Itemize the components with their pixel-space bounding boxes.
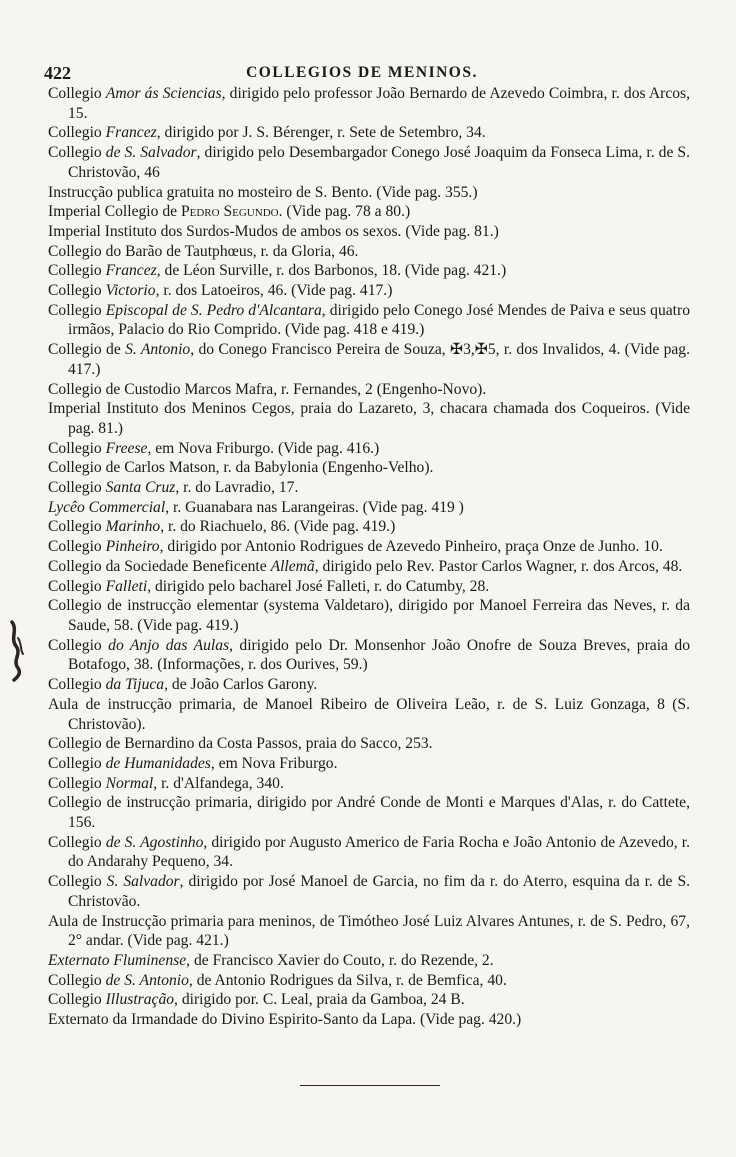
entry-italic-text: Allemã — [270, 557, 315, 575]
entry-text: Collegio do Barão de Tautphœus, r. da Gloria, 46. — [48, 242, 359, 260]
entry-text: Collegio de instrucção elementar (systema Valdetaro), dirigido por Manoel Ferreira das Neves, r. da Saude, 58. (Vide pag. 419.) — [48, 597, 690, 634]
entry-italic-text: Falleti — [105, 577, 148, 595]
entry-text: Collegio — [48, 144, 106, 162]
entry-italic-text: Francez — [105, 124, 157, 142]
page-number: 422 — [44, 63, 71, 83]
entry-text: Instrucção publica gratuita no mosteiro de S. Bento. (Vide pag. 355.) — [48, 183, 478, 201]
entry-text: , dirigido por J. S. Bérenger, r. Sete de Setembro, 34. — [156, 124, 486, 142]
school-entry — [48, 183, 690, 203]
entry-text: Collegio — [48, 301, 106, 319]
school-entry — [48, 577, 690, 597]
entry-text: , r. Guanabara nas Larangeiras. (Vide pag. 419 ) — [165, 498, 464, 516]
entry-text: Collegio — [48, 518, 106, 536]
entry-italic-text: Illustração — [105, 991, 175, 1009]
entry-text: Collegio de Carlos Matson, r. da Babylonia (Engenho-Velho). — [48, 459, 434, 477]
entry-italic-text: de S. Salvador — [105, 144, 197, 162]
school-entry — [48, 636, 690, 675]
entry-italic-text: S. Salvador — [106, 873, 180, 891]
entry-italic-text: de S. Antonio — [105, 971, 189, 989]
entry-text: Imperial Instituto dos Meninos Cegos, praia do Lazareto, 3, chacara chamada dos Coqueiros. (Vide pag. 81.) — [48, 400, 690, 437]
entry-text: , dirigido pelo Dr. Monsenhor João Onofre de Souza Breves, praia do Botafogo, 38. (Informações, r. dos Ourives, 59.) — [68, 636, 690, 674]
school-entry — [48, 734, 690, 754]
entry-text: Imperial Collegio de — [48, 203, 181, 221]
entry-text: , de João Carlos Garony. — [164, 676, 318, 694]
entry-text: Collegio — [48, 479, 106, 497]
entry-text: , dirigido pelo professor João Bernardo de Azevedo Coimbra, r. dos Arcos, 15. — [68, 85, 691, 122]
school-entry — [48, 517, 690, 537]
school-entry — [48, 340, 690, 379]
entry-italic-text: do Anjo das Aulas — [108, 636, 230, 654]
school-entry — [48, 990, 690, 1010]
entry-italic-text: Amor ás Sciencias — [105, 85, 222, 102]
school-entry — [48, 833, 690, 872]
entry-text: . (Vide pag. 78 a 80.) — [278, 203, 411, 221]
entry-italic-text: Victorio — [105, 282, 156, 300]
school-entry — [48, 84, 690, 123]
closing-rule — [300, 1085, 440, 1086]
entry-text: Collegio — [48, 282, 106, 300]
entry-text: Externato da Irmandade do Divino Espirito-Santo da Lapa. (Vide pag. 420.) — [48, 1011, 522, 1029]
entry-italic-text: Marinho — [105, 518, 161, 536]
entry-italic-text: de S. Agostinho — [105, 833, 204, 851]
school-entry — [48, 793, 690, 832]
entry-italic-text: Episcopal de S. Pedro d'Alcantara — [105, 301, 322, 319]
entry-text: Collegio — [48, 676, 106, 694]
entry-smallcaps-text: Pedro Segundo — [180, 203, 279, 221]
entry-text: , dirigido pelo bacharel José Falleti, r. do Catumby, 28. — [147, 577, 490, 595]
entry-text: Collegio de Custodio Marcos Mafra, r. Fernandes, 2 (Engenho-Novo). — [48, 380, 487, 398]
school-entry — [48, 261, 690, 281]
entry-text: Collegio — [48, 439, 106, 457]
running-title: COLLEGIOS DE MENINOS. — [246, 64, 478, 81]
entry-text: Aula de instrucção primaria, de Manoel Ribeiro de Oliveira Leão, r. de S. Luiz Gonzaga, 8 (S. Christovão). — [48, 695, 690, 733]
school-entry — [48, 695, 690, 734]
school-entry — [48, 774, 690, 794]
entry-text: Collegio — [48, 873, 107, 891]
entry-text: , de Francisco Xavier do Couto, r. do Rezende, 2. — [186, 951, 494, 969]
entry-text: , em Nova Friburgo. — [210, 754, 338, 772]
entry-text: Collegio — [48, 636, 109, 654]
school-entry — [48, 478, 690, 498]
school-entry — [48, 380, 690, 400]
entry-text: Collegio — [48, 538, 106, 556]
entry-text: , dirigido por José Manoel de Garcia, no fim da r. do Aterro, esquina da r. de S. Christovão. — [68, 873, 691, 910]
school-entry — [48, 458, 690, 478]
school-entry — [48, 675, 690, 695]
entry-text: Collegio — [48, 971, 106, 989]
entry-text: , de Antonio Rodrigues da Silva, r. de Bemfica, 40. — [188, 971, 507, 989]
entry-text: , r. do Lavradio, 17. — [175, 479, 299, 497]
school-entry — [48, 912, 690, 951]
entry-italic-text: de Humanidades — [105, 754, 211, 772]
school-entry — [48, 754, 690, 774]
entry-text: , do Conego Francisco Pereira de Souza, ✠3,✠5, r. dos Invalidos, 4. (Vide pag. 417.) — [68, 341, 690, 378]
entry-italic-text: Lycêo Commercial — [48, 498, 166, 516]
entry-text: , dirigido pelo Conego José Mendes de Paiva e seus quatro irmãos, Palacio do Rio Comprido. (Vide pag. 418 e 419.) — [68, 301, 691, 339]
entry-text: Aula de Instrucção primaria para meninos, de Timótheo José Luiz Alvares Antunes, r. de S. Pedro, 67, 2° andar. (Vide pag. 421.) — [48, 912, 690, 950]
entry-text: Imperial Instituto dos Surdos-Mudos de ambos os sexos. (Vide pag. 81.) — [48, 222, 499, 240]
entry-italic-text: S. Antonio — [125, 341, 191, 359]
entry-text: Collegio da Sociedade Beneficente — [48, 557, 271, 575]
entry-italic-text: Externato Fluminense — [48, 951, 187, 969]
school-entry — [48, 281, 690, 301]
entry-text: Collegio de — [48, 341, 126, 359]
school-entry — [48, 557, 690, 577]
entry-text: Collegio — [48, 754, 106, 772]
entry-text: Collegio — [48, 262, 106, 280]
school-entry — [48, 537, 690, 557]
entry-italic-text: Normal — [105, 774, 154, 792]
entry-text: Collegio — [48, 991, 106, 1009]
entry-text: , de Léon Surville, r. dos Barbonos, 18. (Vide pag. 421.) — [156, 262, 507, 280]
school-entry — [48, 202, 690, 222]
entry-text: Collegio — [48, 124, 106, 142]
school-entry — [48, 222, 690, 242]
school-entry — [48, 143, 690, 182]
entry-text: Collegio de Bernardino da Costa Passos, praia do Sacco, 253. — [48, 735, 433, 753]
entry-text: , r. do Riachuelo, 86. (Vide pag. 419.) — [160, 518, 396, 536]
school-entry — [48, 123, 690, 143]
school-entry — [48, 971, 690, 991]
entry-text: , r. d'Alfandega, 340. — [153, 774, 284, 792]
school-entry — [48, 242, 690, 262]
school-entry — [48, 1010, 690, 1030]
entry-italic-text: Santa Cruz — [105, 479, 176, 497]
entry-text: Collegio — [48, 85, 106, 102]
page-header — [44, 60, 680, 86]
school-entry — [48, 399, 690, 438]
entry-italic-text: da Tijuca — [105, 676, 165, 694]
entry-text: , dirigido pelo Desembargador Conego José Joaquim da Fonseca Lima, r. de S. Christovão, 46 — [68, 144, 690, 181]
entry-text: Collegio de instrucção primaria, dirigido por André Conde de Monti e Marques d'Alas, r. do Cattete, 156. — [48, 794, 690, 832]
school-entry — [48, 301, 690, 340]
school-entry — [48, 596, 690, 635]
school-entry — [48, 439, 690, 459]
school-entry — [48, 872, 690, 911]
margin-ink-mark — [6, 620, 28, 682]
entry-italic-text: Pinheiro — [105, 538, 160, 556]
entry-text: , em Nova Friburgo. (Vide pag. 416.) — [147, 439, 380, 457]
entry-text: Collegio — [48, 774, 106, 792]
entry-text: Collegio — [48, 577, 106, 595]
entry-text: , r. dos Latoeiros, 46. (Vide pag. 417.) — [155, 282, 393, 300]
school-list — [48, 84, 690, 1030]
school-entry — [48, 498, 690, 518]
entry-text: , dirigido por Augusto Americo de Faria Rocha e João Antonio de Azevedo, r. do Andarahy Pequeno, 34. — [68, 833, 691, 871]
entry-text: , dirigido por Antonio Rodrigues de Azevedo Pinheiro, praça Onze de Junho. 10. — [159, 538, 663, 556]
entry-text: , dirigido pelo Rev. Pastor Carlos Wagner, r. dos Arcos, 48. — [314, 557, 683, 575]
entry-text: , dirigido por. C. Leal, praia da Gamboa, 24 B. — [174, 991, 465, 1009]
school-entry — [48, 951, 690, 971]
entry-italic-text: Francez — [105, 262, 157, 280]
entry-text: Collegio — [48, 833, 106, 851]
entry-italic-text: Freese — [105, 439, 148, 457]
